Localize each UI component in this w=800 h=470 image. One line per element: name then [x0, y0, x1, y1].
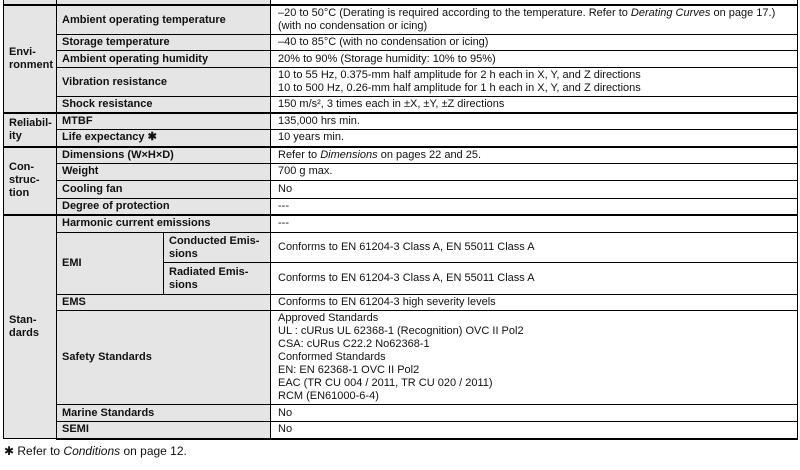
value-dimensions: [271, 147, 798, 164]
param-weight: Weight: [57, 163, 271, 180]
spec-row: [4, 163, 798, 180]
value-life-expectancy: 10 years min.: [271, 130, 798, 147]
spec-row: [4, 51, 798, 68]
footnote: [4, 444, 797, 458]
param-ambient-operating-humidity: Ambient operating humidity: [57, 51, 271, 68]
value-text: on page 17.) (with no condensation or icing): [278, 7, 776, 32]
value-degree-of-protection: ---: [271, 198, 798, 215]
param-mtbf: MTBF: [57, 113, 271, 130]
param-radiated-emissions: Radiated Emis- sions: [164, 263, 271, 295]
value-vibration-resistance: 10 to 55 Hz, 0.375-mm half amplitude for 2 h each in X, Y, and Z directions 10 to 500 Hz, 0.26-mm half amplitude for 1 h each in X, Y, and Z directions: [271, 68, 798, 97]
spec-row: [4, 130, 798, 147]
value-harmonic-current-emissions: ---: [271, 215, 798, 233]
spec-row: [4, 68, 798, 97]
value-storage-temperature: –40 to 85°C (with no condensation or icing): [271, 35, 798, 51]
value-text-italic: Derating Curves: [630, 7, 711, 19]
param-life-expectancy: Life expectancy ✱: [57, 130, 271, 147]
param-semi: SEMI: [57, 422, 271, 439]
param-degree-of-protection: Degree of protection: [57, 198, 271, 215]
param-cooling-fan: Cooling fan: [57, 180, 271, 198]
spec-row: [4, 311, 798, 405]
value-text-italic: Dimensions: [320, 148, 378, 161]
value-marine-standards: No: [271, 405, 798, 422]
param-shock-resistance: Shock resistance: [57, 97, 271, 114]
group-label-reliability: Reliabil- ity: [4, 113, 57, 147]
spec-row: [4, 233, 798, 263]
value-cooling-fan: No: [271, 180, 798, 198]
value-ems: Conforms to EN 61204-3 high severity levels: [271, 295, 798, 311]
value-conducted-emissions: Conforms to EN 61204-3 Class A, EN 55011 Class A: [271, 233, 798, 263]
spec-row: [4, 215, 798, 233]
spec-row: [4, 180, 798, 198]
value-ambient-operating-temperature: [271, 5, 798, 35]
spec-row: [4, 198, 798, 215]
param-harmonic-current-emissions: Harmonic current emissions: [57, 215, 271, 233]
value-mtbf: 135,000 hrs min.: [271, 113, 798, 130]
param-emi: EMI: [57, 233, 164, 295]
footnote-text: on page 12.: [120, 443, 187, 458]
spec-row: [4, 147, 798, 164]
spec-row: [4, 405, 798, 422]
param-vibration-resistance: Vibration resistance: [57, 68, 271, 97]
spec-row: [4, 422, 798, 439]
value-ambient-operating-humidity: 20% to 90% (Storage humidity: 10% to 95%): [271, 51, 798, 68]
param-storage-temperature: Storage temperature: [57, 35, 271, 51]
value-weight: 700 g max.: [271, 163, 798, 180]
spec-row: [4, 113, 798, 130]
value-shock-resistance: 150 m/s², 3 times each in ±X, ±Y, ±Z directions: [271, 97, 798, 114]
param-marine-standards: Marine Standards: [57, 405, 271, 422]
spec-row: [4, 5, 798, 35]
value-text: on pages 22 and 25.: [377, 148, 482, 161]
param-conducted-emissions: Conducted Emis- sions: [164, 233, 271, 263]
spec-row: [4, 295, 798, 311]
footnote-text: ✱ Refer to: [4, 443, 64, 458]
value-radiated-emissions: Conforms to EN 61204-3 Class A, EN 55011 Class A: [271, 263, 798, 295]
spec-row: [4, 97, 798, 114]
group-label-construction: Con- struc- tion: [4, 147, 57, 215]
param-dimensions: Dimensions (W×H×D): [57, 147, 271, 164]
group-label-environment: Envi- ronment: [4, 5, 57, 113]
param-safety-standards: Safety Standards: [57, 311, 271, 405]
value-semi: No: [271, 422, 798, 439]
value-text: –20 to 50°C (Derating is required according to the temperature. Refer to: [278, 7, 631, 19]
specifications-table: [3, 0, 798, 440]
param-ambient-operating-temperature: Ambient operating temperature: [57, 5, 271, 35]
value-safety-standards: Approved Standards UL : cURus UL 62368-1 (Recognition) OVC II Pol2 CSA: cURus C22.2 No62368-1 Conformed Standards EN: EN 62368-1 OVC II Pol2 EAC (TR CU 004 / 2011, TR CU 020 / 2011) RCM (EN61000-6-4): [271, 311, 798, 405]
param-ems: EMS: [57, 295, 271, 311]
spec-row: [4, 35, 798, 51]
group-label-standards: Stan- dards: [4, 215, 57, 439]
value-text: Refer to: [278, 148, 321, 161]
footnote-text-italic: Conditions: [63, 443, 121, 458]
